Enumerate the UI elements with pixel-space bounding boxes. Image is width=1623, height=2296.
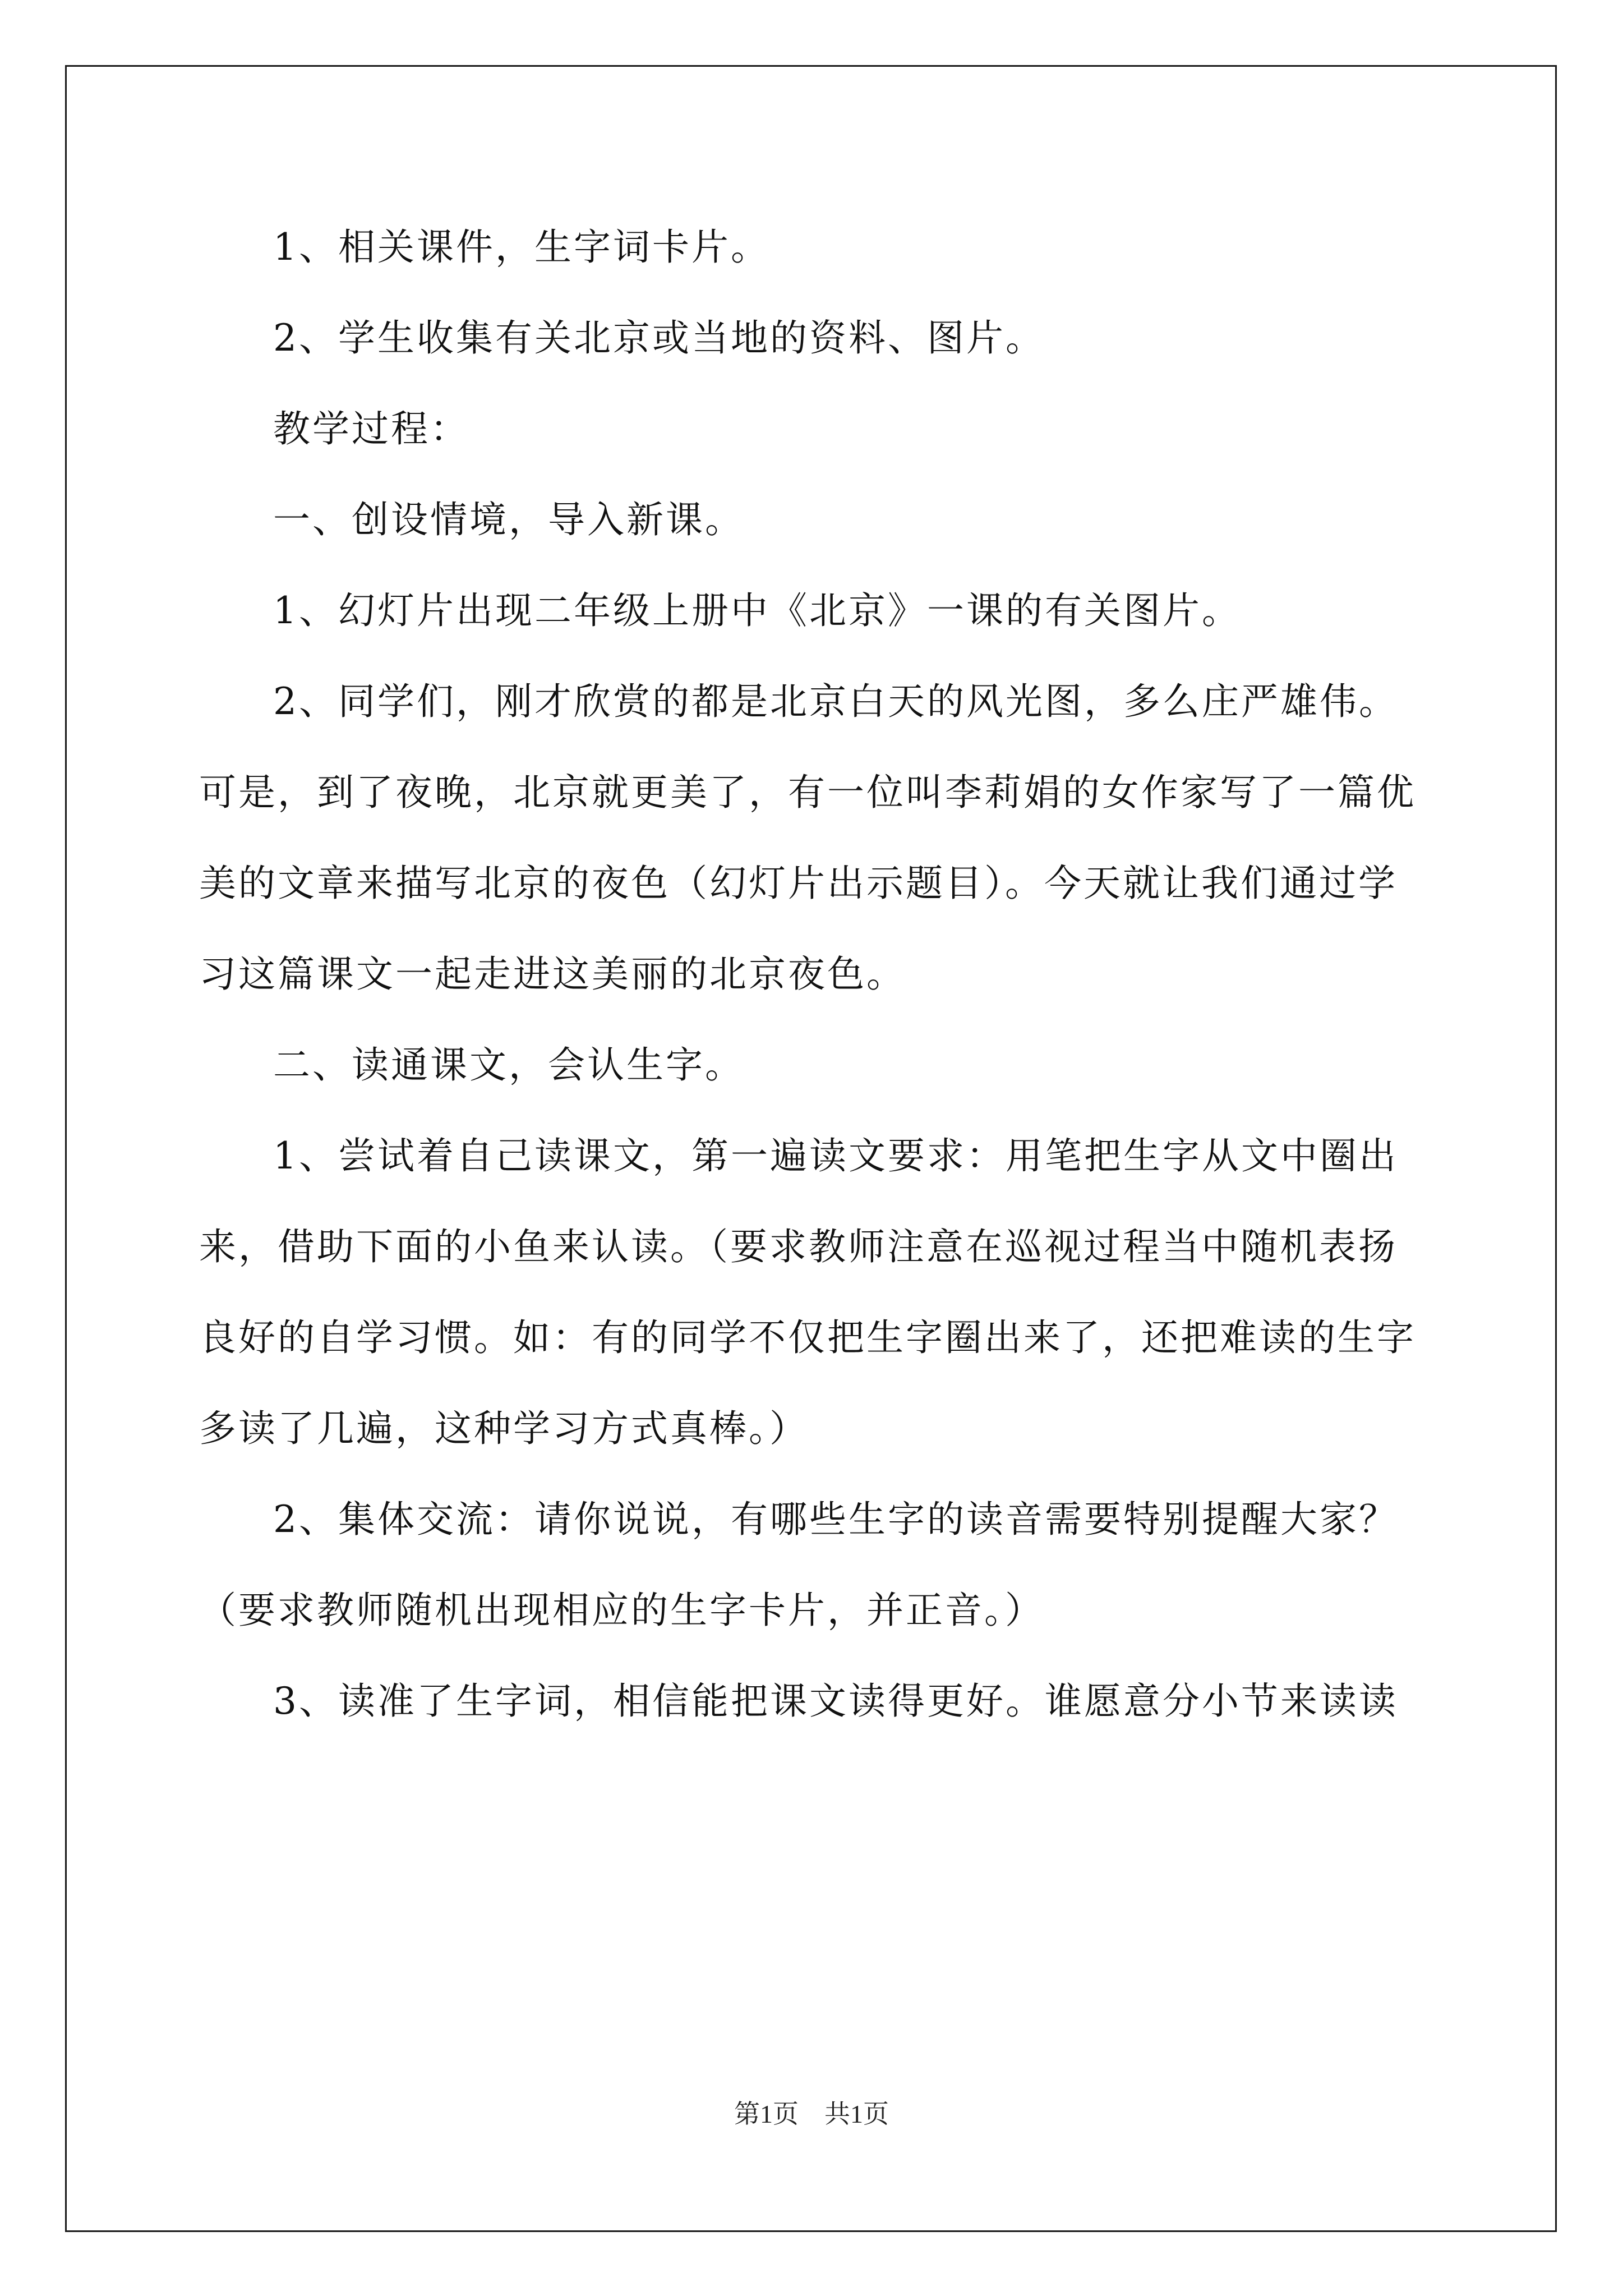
paragraph: 一、创设情境，导入新课。 <box>273 498 744 541</box>
paragraph: 2、同学们，刚才欣赏的都是北京白天的风光图，多么庄严雄伟。可是，到了夜晚，北京就更美了，有一位叫李莉娟的女作家写了一篇优美的文章来描写北京的夜色（幻灯片出示题目）。今天就让我们通过学习这篇课文一起走进这美丽的北京夜色。 <box>199 680 1416 996</box>
paragraph: 3、读准了生字词，相信能把课文读得更好。谁愿意分小节来读读 <box>273 1680 1398 1723</box>
paragraph: 1、幻灯片出现二年级上册中《北京》一课的有关图片。 <box>273 589 1241 632</box>
paragraph: 1、相关课件，生字词卡片。 <box>273 226 770 269</box>
paragraph: 1、尝试着自己读课文，第一遍读文要求：用笔把生字从文中圈出来，借助下面的小鱼来认读。（要求教师注意在巡视过程当中随机表扬良好的自学习惯。如：有的同学不仅把生字圈出来了，还把难读的生字多读了几遍，这种学习方式真棒。） <box>199 1134 1416 1450</box>
paragraph: 二、读通课文，会认生字。 <box>273 1043 744 1087</box>
document-body <box>199 202 1433 1747</box>
paragraph: 2、学生收集有关北京或当地的资料、图片。 <box>273 316 1045 360</box>
paragraph: 2、集体交流：请你说说，有哪些生字的读音需要特别提醒大家？（要求教师随机出现相应的生字卡片，并正音。） <box>199 1498 1398 1632</box>
page-number-footer: 第1页 共1页 <box>734 2100 889 2128</box>
paragraph: 教学过程： <box>273 407 469 450</box>
